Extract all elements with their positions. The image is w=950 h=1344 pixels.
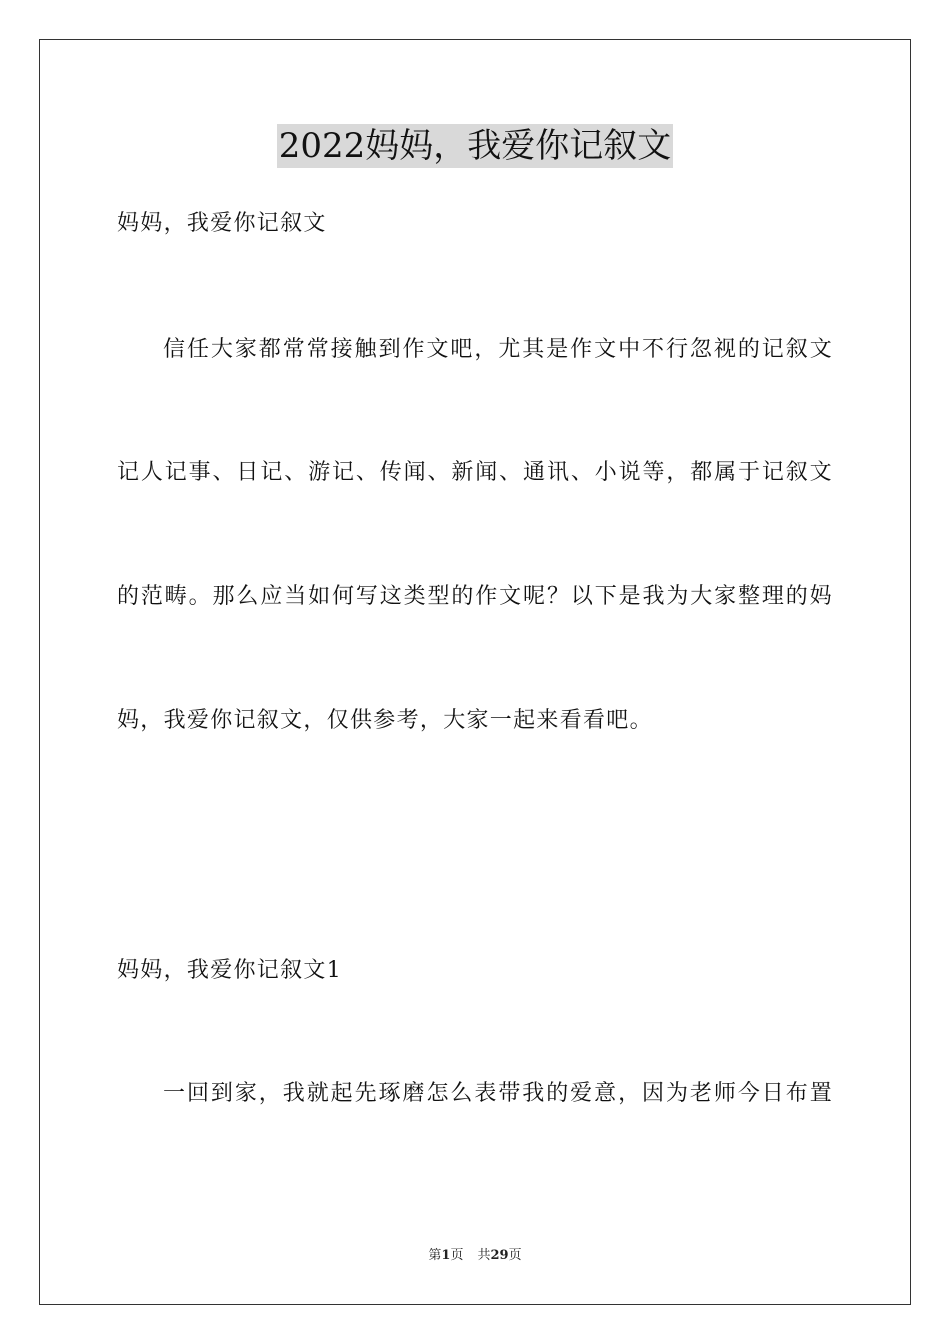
title-container: [0, 124, 950, 168]
page-footer: [0, 1247, 950, 1265]
footer-total-pages: 29: [490, 1248, 509, 1263]
section-line-1: 一回到家，我就起先琢磨怎么表带我的爱意，因为老师今日布置: [163, 1081, 833, 1106]
footer-page-prefix: 第: [428, 1248, 442, 1263]
document-title: 2022妈妈，我爱你记叙文: [278, 126, 672, 166]
section-heading: 妈妈，我爱你记叙文1: [117, 958, 342, 983]
footer-page-number: 1: [441, 1248, 451, 1263]
intro-line-3: 的范畴。那么应当如何写这类型的作文呢？以下是我为大家整理的妈: [117, 584, 833, 609]
document-subtitle: 妈妈，我爱你记叙文: [117, 211, 327, 236]
intro-line-4: 妈，我爱你记叙文，仅供参考，大家一起来看看吧。: [117, 708, 653, 733]
footer-page-suffix: 页: [450, 1248, 464, 1263]
footer-total-suffix: 页: [508, 1248, 522, 1263]
footer-total-prefix: 共: [477, 1248, 491, 1263]
intro-line-2: 记人记事、日记、游记、传闻、新闻、通讯、小说等，都属于记叙文: [117, 460, 833, 485]
intro-line-1: 信任大家都常常接触到作文吧，尤其是作文中不行忽视的记叙文: [163, 337, 833, 362]
